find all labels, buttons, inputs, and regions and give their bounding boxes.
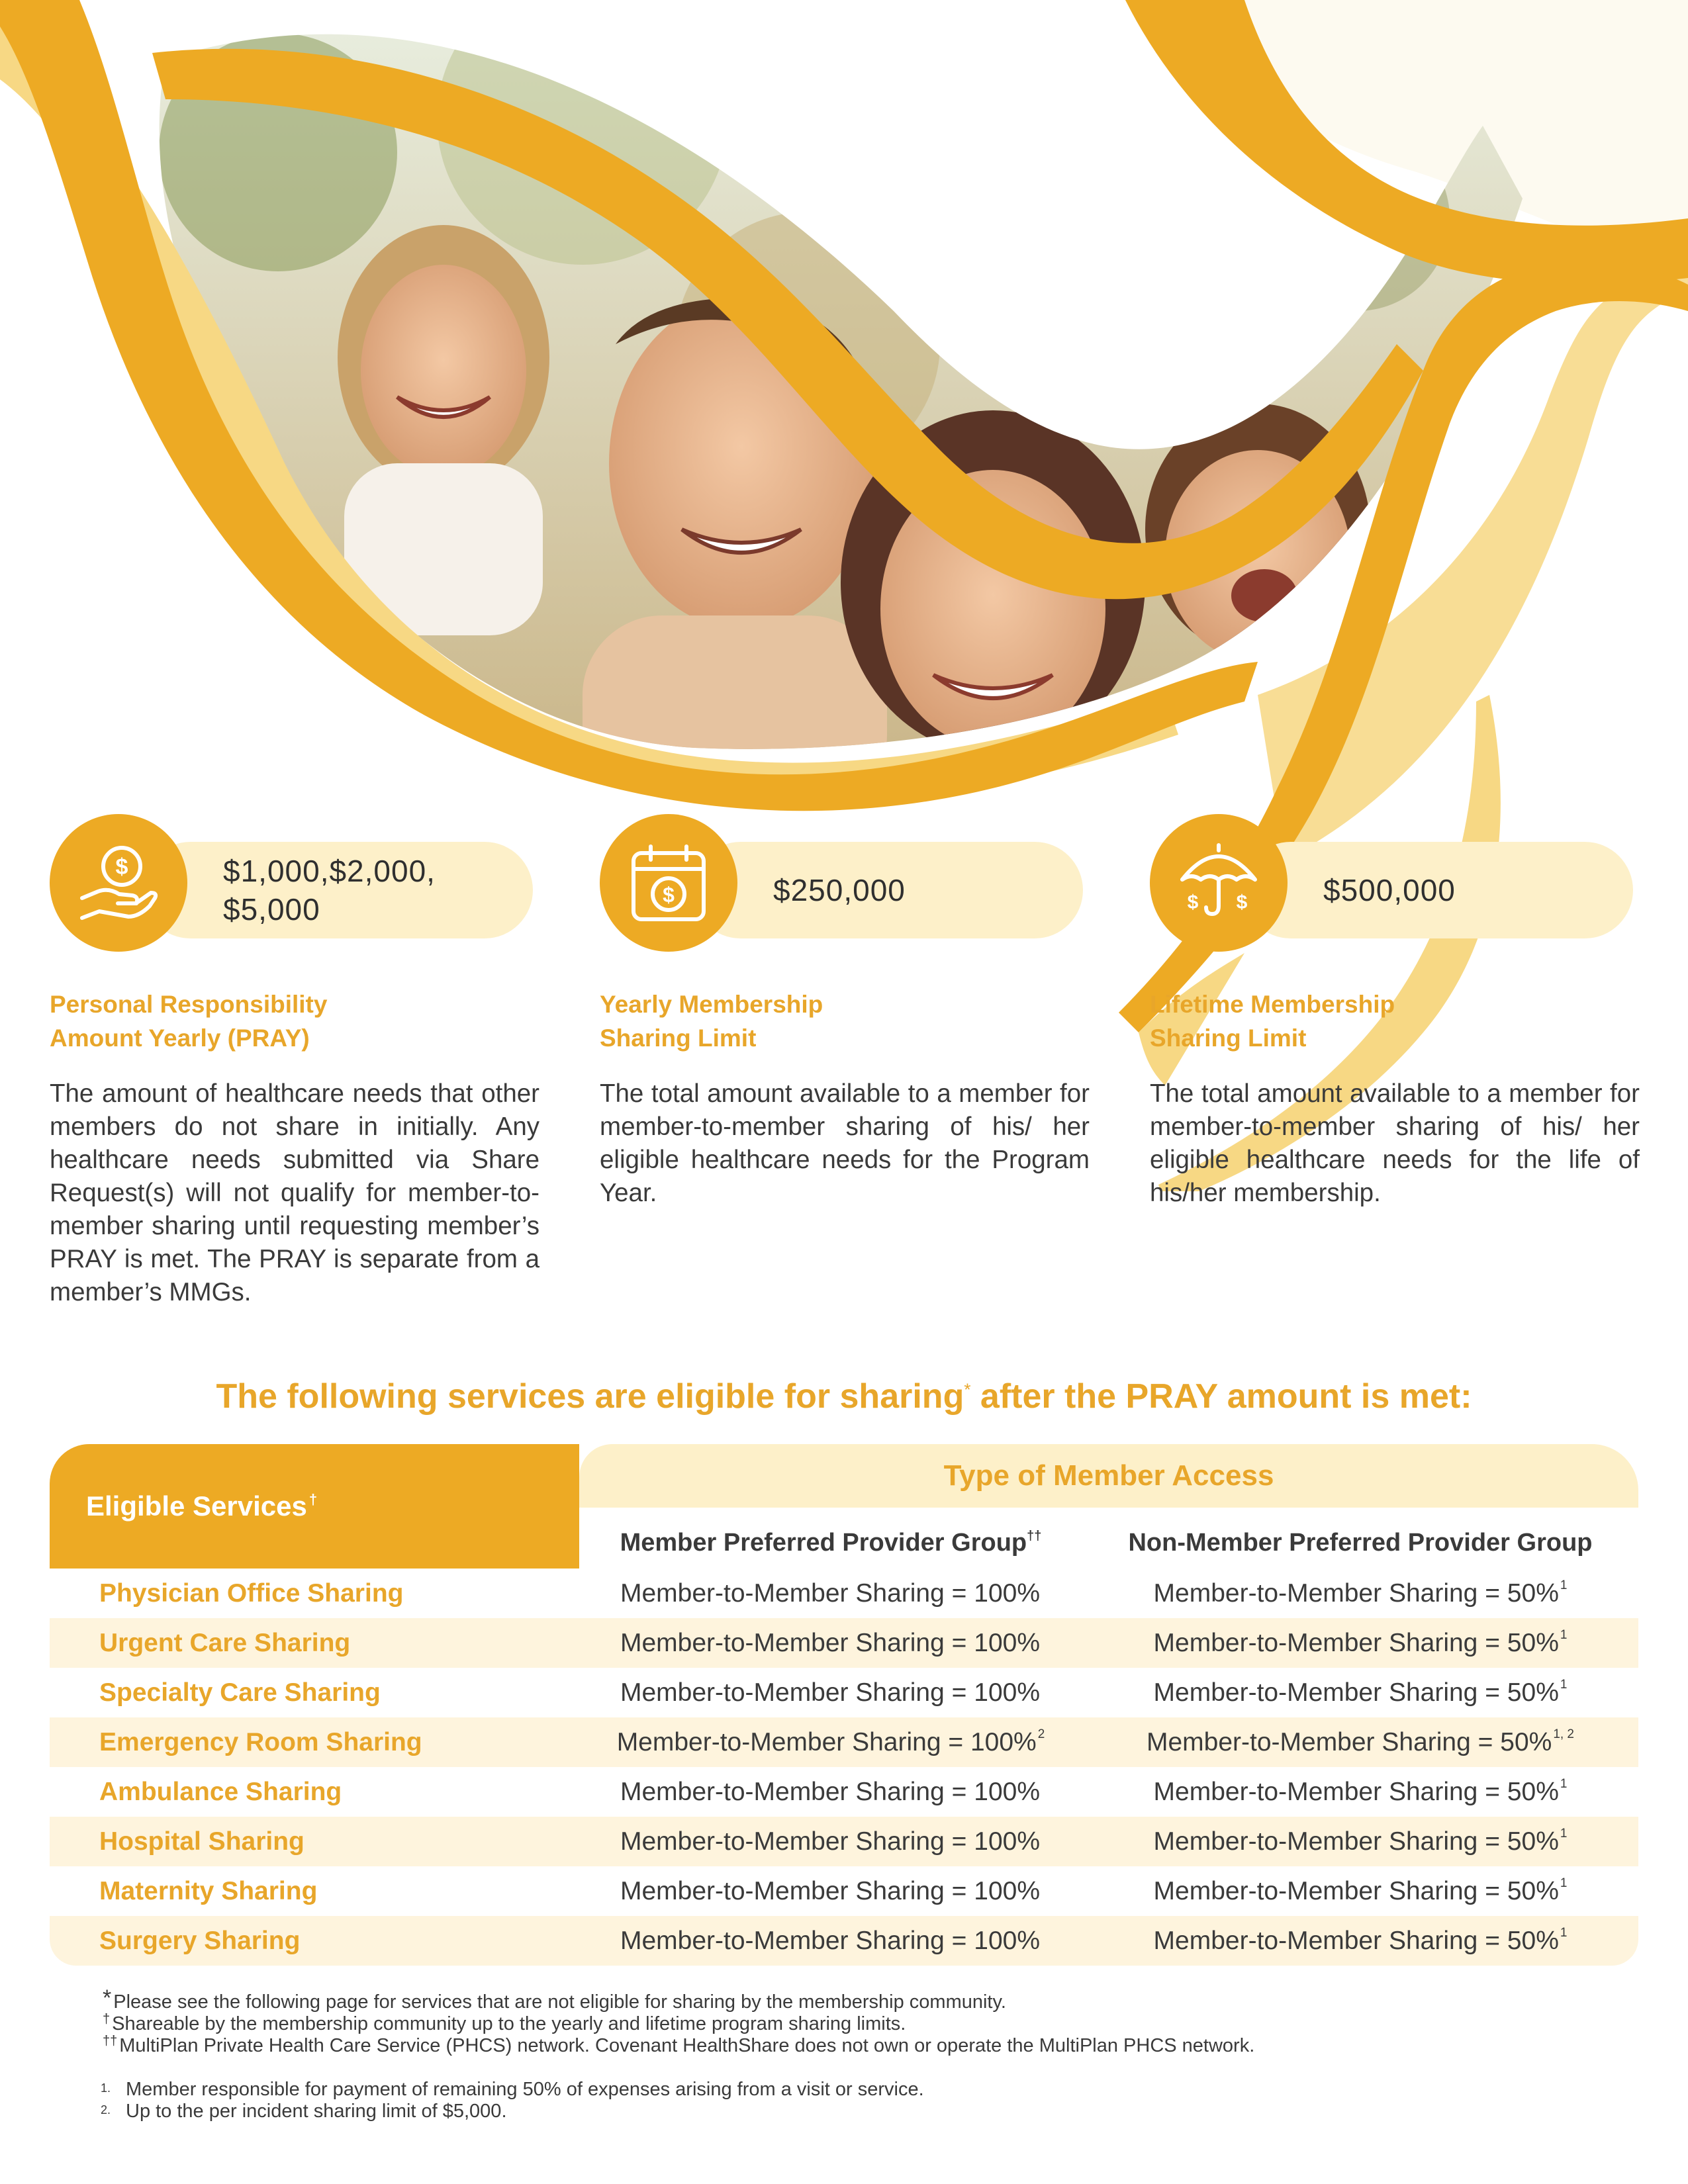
mppg-value: Member-to-Member Sharing = 100% [620,1876,1041,1905]
lifetime-limit-amount: $500,000 [1323,873,1456,907]
yearly-limit-description: The total amount available to a member for member-to-member sharing of his/ her eligible healthcare needs for the Program Year. [600,1079,1090,1207]
service-name: Physician Office Sharing [99,1578,404,1608]
non-preferred-provider-header: Non-Member Preferred Provider Group [1128,1528,1593,1557]
table-row [50,1866,1638,1916]
note-1: Member responsible for payment of remaining 50% of expenses arising from a visit or service. [126,2079,924,2100]
pray-amount: $1,000,$2,000, $5,000 [223,854,436,927]
non-mppg-value: Member-to-Member Sharing = 50% $^1$ [1153,1876,1568,1905]
table-row [50,1767,1638,1817]
table-row [50,1569,1638,1618]
mppg-value: Member-to-Member Sharing = 100% [620,1628,1041,1657]
svg-text:$: $ [1236,891,1248,913]
non-mppg-value: Member-to-Member Sharing = 50% $^1$ [1153,1925,1568,1955]
col1-header-mark: †† [1027,1528,1042,1543]
service-name: Hospital Sharing [99,1827,305,1856]
lifetime-limit-card [1150,814,1640,946]
service-name: Ambulance Sharing [99,1777,342,1806]
service-name: Emergency Room Sharing [99,1727,422,1756]
service-name: Maternity Sharing [99,1876,318,1905]
svg-text:$: $ [115,854,128,880]
non-mppg-value: Member-to-Member Sharing = 50% $^1$ [1153,1677,1568,1707]
mppg-value: Member-to-Member Sharing = 100% [620,1678,1041,1707]
heading-text-end: after the PRAY amount is met: [970,1377,1472,1416]
dollar-calendar-icon [600,814,737,952]
svg-text:$: $ [663,883,675,907]
note-2: Up to the per incident sharing limit of $5,000. [126,2101,507,2122]
service-name: Surgery Sharing [99,1926,301,1955]
non-mppg-value: Member-to-Member Sharing = 50% $^{1, 2}$ [1146,1727,1575,1756]
mppg-value: Member-to-Member Sharing = 100% [620,1926,1041,1955]
service-name: Urgent Care Sharing [99,1628,351,1657]
eligible-services-header [50,1444,579,1569]
yearly-limit-amount: $250,000 [773,873,906,907]
non-mppg-value: Member-to-Member Sharing = 50% $^1$ [1153,1627,1568,1657]
footnote-dagger: † Shareable by the membership community up to the yearly and lifetime program sharing limits. [103,2012,906,2034]
footnote-asterisk: * Please see the following page for services that are not eligible for sharing by the membership community. [103,1985,1006,2013]
footnote-double-dagger: †† MultiPlan Private Health Care Service (PHCS) network. Covenant HealthShare does not own or operate the MultiPlan PHCS network. [103,2034,1255,2056]
mppg-value: Member-to-Member Sharing = 100% [620,1827,1041,1856]
pray-description: The amount of healthcare needs that other members do not share in initially. Any healthcare needs submitted via Share Request(s) will not qualify for member-to-member sharing until requesting member’s PRAY is met. The PRAY is separate from a member’s MMGs. [50,1079,539,1306]
eligible-header-mark: † [308,1491,318,1508]
table-row [50,1618,1638,1668]
umbrella-dollar-icon [1150,814,1288,952]
note-number-1: 1. [101,2081,111,2095]
yearly-limit-title: Yearly Membership Sharing Limit [600,991,823,1052]
member-access-header: Type of Member Access [579,1444,1638,1508]
dollar-hand-icon [50,814,187,952]
services-heading [0,1377,1688,1416]
pray-card [50,814,539,946]
service-name: Specialty Care Sharing [99,1678,381,1707]
lifetime-limit-description: The total amount available to a member for member-to-member sharing of his/ her eligible healthcare needs for the life of his/her membership. [1150,1079,1640,1207]
eligible-header-label: Eligible Services [86,1490,307,1522]
col1-header-label: Member Preferred Provider Group [620,1528,1027,1557]
mppg-value: Member-to-Member Sharing = 100% $^2$ [616,1727,1045,1756]
table-row [50,1817,1638,1866]
heading-text: The following services are eligible for sharing [216,1377,964,1416]
table-row [50,1668,1638,1717]
eligible-services-table [50,1444,1638,1955]
preferred-provider-header [579,1517,1082,1569]
pray-title: Personal Responsibility Amount Yearly (PRAY) [50,991,328,1052]
table-row [50,1717,1638,1767]
heading-footnote-mark: * [964,1379,971,1400]
svg-text:$: $ [1187,891,1199,913]
mppg-value: Member-to-Member Sharing = 100% [620,1578,1041,1608]
table-row [50,1916,1638,1966]
non-mppg-value: Member-to-Member Sharing = 50% $^1$ [1153,1578,1568,1608]
lifetime-limit-title: Lifetime Membership Sharing Limit [1150,991,1395,1052]
note-number-2: 2. [101,2103,111,2116]
non-mppg-value: Member-to-Member Sharing = 50% $^1$ [1153,1776,1568,1806]
non-mppg-value: Member-to-Member Sharing = 50% $^1$ [1153,1826,1568,1856]
yearly-limit-card [600,814,1090,946]
mppg-value: Member-to-Member Sharing = 100% [620,1777,1041,1806]
